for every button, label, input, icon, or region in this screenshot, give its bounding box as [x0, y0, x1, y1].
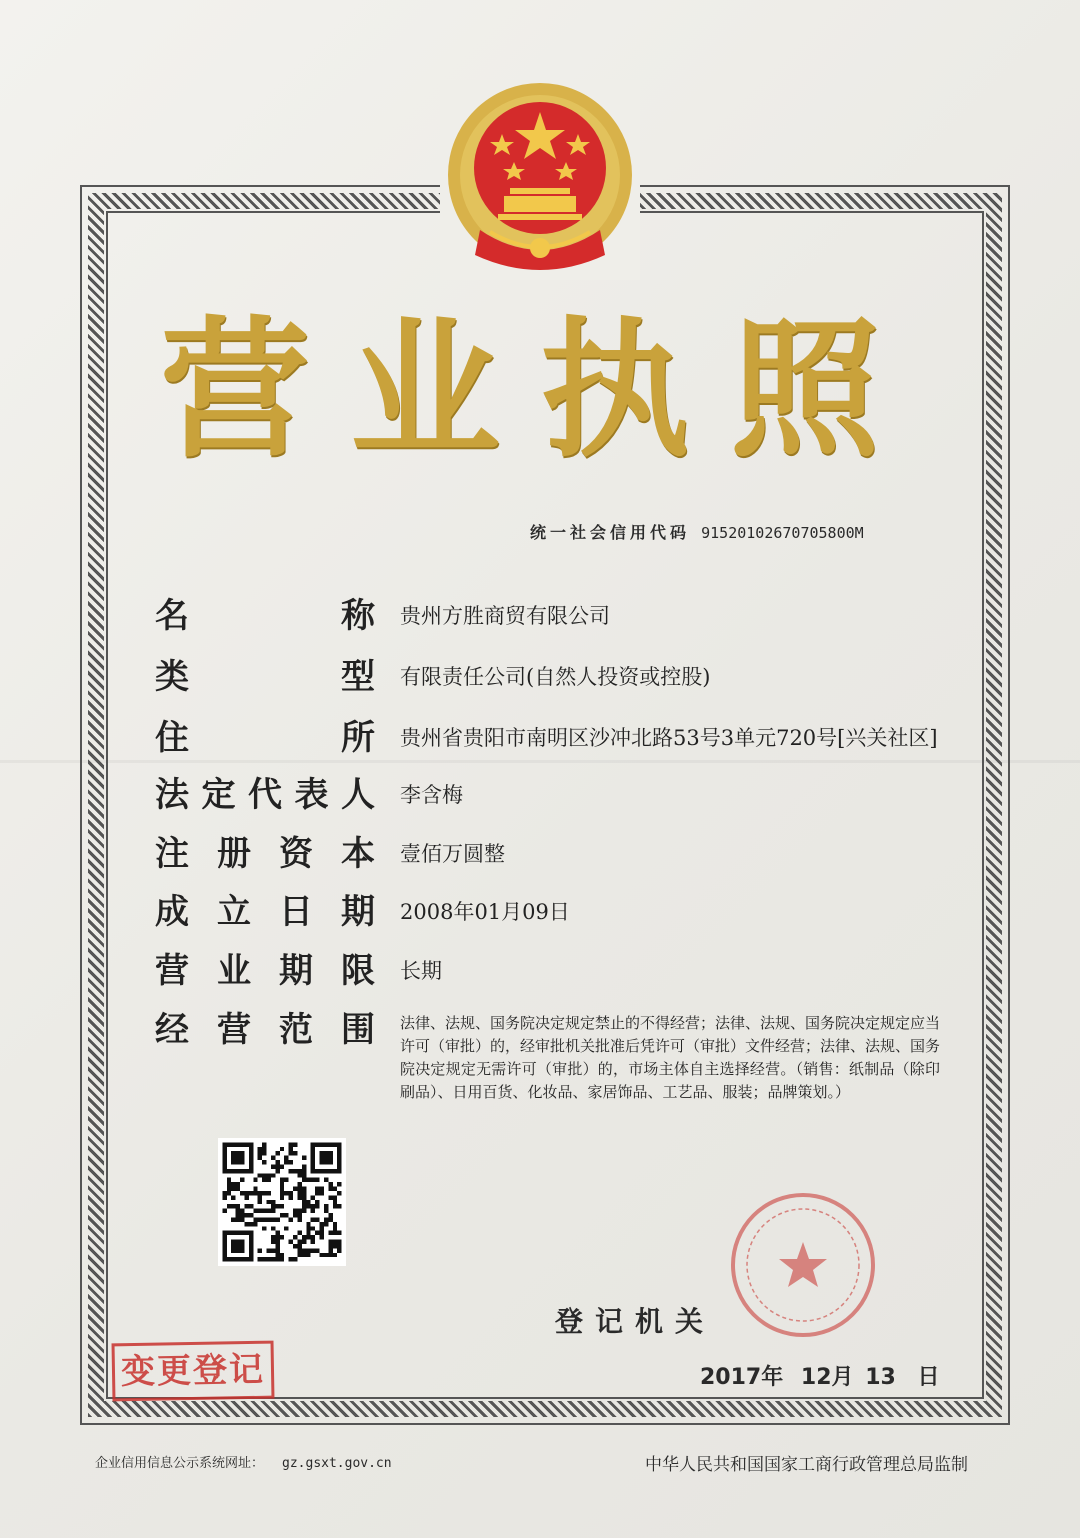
date-day: 13 — [865, 1365, 896, 1390]
field-registered-capital — [155, 830, 1005, 878]
field-name — [155, 592, 1005, 640]
registration-date — [700, 1360, 940, 1391]
credit-code — [530, 520, 864, 543]
field-establishment-date — [155, 888, 1005, 936]
date-year: 2017 — [700, 1365, 762, 1390]
field-label: 成立日期 — [155, 892, 375, 932]
date-month: 12 — [800, 1365, 832, 1390]
credit-code-label: 统一社会信用代码 — [530, 523, 691, 542]
field-value: 法律、法规、国务院决定规定禁止的不得经营；法律、法规、国务院决定规定应当许可（审批）的，经审批机关批准后凭许可（审批）文件经营；法律、法规、国务院决定规定无需许可（审批）的，市场主体自主选择经营。（销售：纸制品（除印刷品）、日用百货、化妆品、家居饰品、工艺品、服装；品牌策划。） — [400, 1014, 941, 1101]
field-value: 贵州方胜商贸有限公司 — [400, 604, 610, 628]
footer-website-url[interactable]: gz.gsxt.gov.cn — [282, 1456, 392, 1471]
date-year-unit: 年 — [761, 1365, 784, 1390]
field-label: 营业期限 — [155, 951, 375, 991]
field-value: 有限责任公司(自然人投资或控股) — [400, 665, 711, 689]
date-month-unit: 月 — [831, 1365, 854, 1390]
field-value: 2008年01月09日 — [400, 900, 570, 924]
field-value: 长期 — [400, 959, 442, 983]
national-emblem-icon — [440, 80, 640, 280]
field-label: 类型 — [155, 657, 375, 697]
field-label: 名称 — [155, 596, 375, 636]
field-value: 壹佰万圆整 — [400, 842, 505, 866]
registration-authority: 登记机关 — [555, 1305, 716, 1338]
field-label: 经营范围 — [155, 1010, 375, 1050]
field-business-term — [155, 947, 1005, 995]
field-value: 贵州省贵阳市南明区沙冲北路53号3单元720号[兴关社区] — [400, 726, 938, 750]
field-legal-representative — [155, 771, 1005, 819]
emblem-container — [440, 80, 640, 280]
footer-issuer: 中华人民共和国国家工商行政管理总局监制 — [645, 1455, 968, 1475]
field-label: 住所 — [155, 718, 375, 758]
field-label: 注册资本 — [155, 834, 375, 874]
registration-seal-icon — [728, 1190, 878, 1340]
date-day-unit: 日 — [917, 1365, 940, 1390]
credit-code-value: 91520102670705800M — [701, 524, 864, 542]
field-address — [155, 714, 1005, 762]
field-type — [155, 653, 1005, 701]
footer-website — [95, 1452, 392, 1471]
footer-website-label: 企业信用信息公示系统网址： — [95, 1456, 265, 1471]
field-label: 法定代表人 — [155, 775, 375, 815]
change-registration-stamp: 变更登记 — [112, 1341, 275, 1402]
document-title: 营业执照 — [159, 302, 920, 478]
field-value: 李含梅 — [400, 783, 463, 807]
qr-code-icon[interactable] — [218, 1138, 346, 1266]
field-business-scope — [155, 1006, 1005, 1101]
